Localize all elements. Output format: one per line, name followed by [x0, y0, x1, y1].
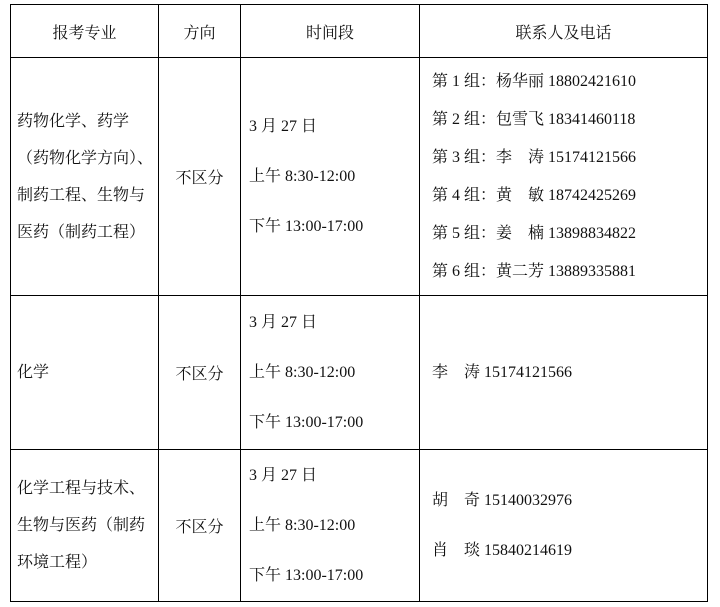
major-line: 化学: [17, 364, 50, 381]
time-date: 3 月 27 日: [249, 117, 318, 135]
registration-schedule-table: [10, 4, 708, 602]
contacts-cell: [420, 58, 708, 296]
time-cell: [241, 296, 420, 450]
contact-line: 胡 奇 15140032976: [432, 491, 573, 509]
time-afternoon: 下午 13:00-17:00: [249, 566, 364, 584]
table-row-pharma: [11, 58, 708, 296]
major-line: （药物化学方向）、: [17, 149, 154, 167]
header-direction: 方向: [159, 5, 241, 58]
time-morning: 上午 8:30-12:00: [249, 363, 356, 381]
contact-line: 第 3 组：李 涛 15174121566: [432, 148, 637, 166]
table-row-chemistry: [11, 296, 708, 450]
time-date: 3 月 27 日: [249, 466, 318, 484]
time-cell: [241, 450, 420, 602]
time-morning: 上午 8:30-12:00: [249, 516, 356, 534]
direction-cell: 不区分: [159, 450, 241, 602]
time-afternoon: 下午 13:00-17:00: [249, 413, 364, 431]
contact-line: 第 6 组：黄二芳 13889335881: [432, 262, 637, 280]
contact-line: 李 涛 15174121566: [432, 363, 573, 381]
header-time: 时间段: [241, 5, 420, 58]
contact-line: 第 2 组：包雪飞 18341460118: [432, 110, 636, 128]
table-row-chem-engineering: [11, 450, 708, 602]
major-cell: [11, 450, 159, 602]
major-line: 医药（制药工程）: [17, 223, 146, 241]
major-line: 药物化学、药学: [17, 112, 130, 130]
time-afternoon: 下午 13:00-17:00: [249, 217, 364, 235]
table-header-row: [11, 5, 708, 58]
contact-line: 第 4 组：黄 敏 18742425269: [432, 186, 637, 204]
major-line: 化学工程与技术、: [17, 480, 146, 497]
major-line: 环境工程）: [17, 554, 98, 571]
direction-cell: 不区分: [159, 296, 241, 450]
major-cell: [11, 296, 159, 450]
contact-line: 第 5 组：姜 楠 13898834822: [432, 224, 637, 242]
major-cell: [11, 58, 159, 296]
header-major: 报考专业: [11, 5, 159, 58]
time-morning: 上午 8:30-12:00: [249, 167, 356, 185]
contact-line: 肖 琰 15840214619: [432, 541, 573, 559]
direction-cell: 不区分: [159, 58, 241, 296]
header-contacts: 联系人及电话: [420, 5, 708, 58]
contacts-cell: [420, 296, 708, 450]
time-date: 3 月 27 日: [249, 313, 318, 331]
major-line: 制药工程、生物与: [17, 186, 146, 204]
time-cell: [241, 58, 420, 296]
contacts-cell: [420, 450, 708, 602]
major-line: 生物与医药（制药: [17, 517, 146, 534]
contact-line: 第 1 组：杨华丽 18802421610: [432, 72, 637, 90]
